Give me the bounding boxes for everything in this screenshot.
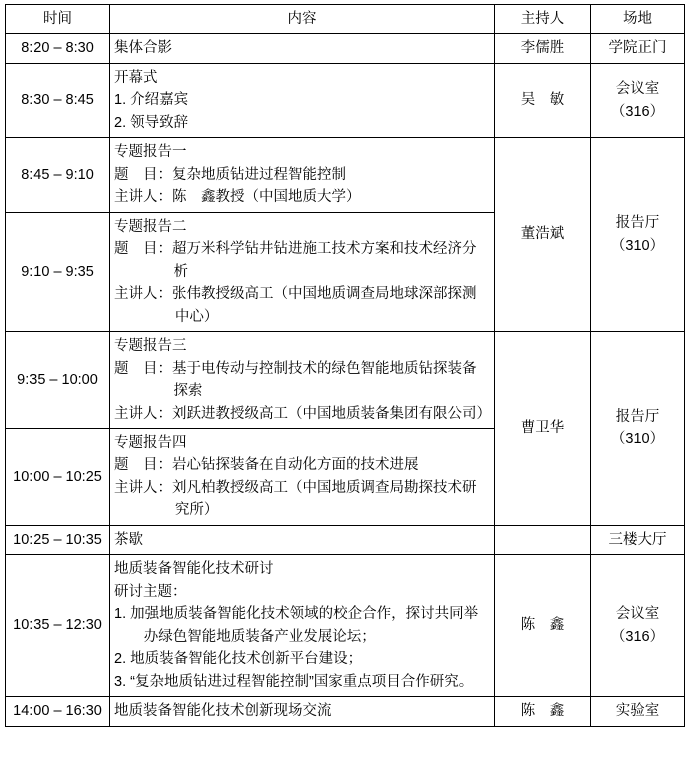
cell-content <box>110 332 495 429</box>
cell-venue <box>591 63 685 137</box>
cell-content <box>110 697 495 726</box>
venue-line: （316） <box>610 103 665 120</box>
cell-time: 10:00 – 10:25 <box>6 428 110 525</box>
content-line: 研讨主题： <box>114 583 187 600</box>
cell-content <box>110 525 495 554</box>
content-line: 题 目：复杂地质钻进过程智能控制 <box>114 166 346 183</box>
column-header-time: 时间 <box>6 5 110 34</box>
cell-time: 8:20 – 8:30 <box>6 34 110 63</box>
content-line: 主讲人：张伟教授级高工（中国地质调查局地球深部探测中心） <box>114 286 477 325</box>
table-row <box>6 697 685 726</box>
cell-host: 吴 敏 <box>495 63 591 137</box>
content-line: 题 目：超万米科学钻井钻进施工技术方案和技术经济分析 <box>114 241 477 280</box>
cell-content <box>110 34 495 63</box>
column-header-content: 内容 <box>110 5 495 34</box>
table-row <box>6 555 685 697</box>
content-line: 专题报告四 <box>114 434 187 451</box>
cell-host: 李儒胜 <box>495 34 591 63</box>
content-line: 主讲人：陈 鑫教授（中国地质大学） <box>114 189 361 206</box>
cell-host: 董浩斌 <box>495 138 591 332</box>
content-line: 题 目：岩心钻探装备在自动化方面的技术进展 <box>114 457 419 474</box>
cell-venue <box>591 555 685 697</box>
cell-time: 9:10 – 9:35 <box>6 212 110 331</box>
content-line: 主讲人：刘凡柏教授级高工（中国地质调查局勘探技术研究所） <box>114 479 477 519</box>
cell-time: 8:45 – 9:10 <box>6 138 110 212</box>
content-line: 地质装备智能化技术创新现场交流 <box>114 703 332 720</box>
cell-venue <box>591 332 685 526</box>
content-line: 集体合影 <box>114 40 172 57</box>
table-row <box>6 63 685 137</box>
table-row <box>6 138 685 212</box>
cell-host: 曹卫华 <box>495 332 591 526</box>
content-line: 2. 地质装备智能化技术创新平台建设； <box>114 651 363 668</box>
table-row <box>6 34 685 63</box>
cell-venue <box>591 697 685 726</box>
cell-content <box>110 212 495 331</box>
cell-content <box>110 428 495 525</box>
venue-line: 报告厅 <box>615 215 660 232</box>
column-header-venue: 场地 <box>591 5 685 34</box>
cell-time: 14:00 – 16:30 <box>6 697 110 726</box>
venue-line: 实验室 <box>615 703 660 720</box>
content-line: 专题报告三 <box>114 338 187 355</box>
venue-line: 会议室 <box>615 81 660 98</box>
cell-time: 8:30 – 8:45 <box>6 63 110 137</box>
cell-content <box>110 63 495 137</box>
cell-content <box>110 138 495 212</box>
content-line: 专题报告一 <box>114 144 187 161</box>
content-line: 3. “复杂地质钻进过程智能控制”国家重点项目合作研究。 <box>114 673 474 690</box>
cell-venue <box>591 34 685 63</box>
venue-line: （310） <box>610 431 665 448</box>
agenda-table <box>5 4 685 727</box>
cell-host: 陈 鑫 <box>495 555 591 697</box>
table-row <box>6 332 685 429</box>
content-line: 茶歇 <box>114 531 143 548</box>
content-line: 2. 领导致辞 <box>114 114 189 131</box>
cell-venue <box>591 138 685 332</box>
content-line: 主讲人：刘跃进教授级高工（中国地质装备集团有限公司） <box>114 405 491 422</box>
venue-line: （310） <box>610 237 665 254</box>
cell-venue <box>591 525 685 554</box>
cell-time: 10:25 – 10:35 <box>6 525 110 554</box>
cell-time: 9:35 – 10:00 <box>6 332 110 429</box>
venue-line: 三楼大厅 <box>608 531 667 548</box>
table-row <box>6 525 685 554</box>
content-line: 地质装备智能化技术研讨 <box>114 561 274 578</box>
venue-line: 会议室 <box>615 606 660 623</box>
cell-time: 10:35 – 12:30 <box>6 555 110 697</box>
content-line: 1. 介绍嘉宾 <box>114 92 189 109</box>
cell-host <box>495 525 591 554</box>
venue-line: 学院正门 <box>608 40 667 57</box>
content-line: 专题报告二 <box>114 218 187 235</box>
venue-line: 报告厅 <box>615 409 660 425</box>
content-line: 1. 加强地质装备智能化技术领域的校企合作，探讨共同举办绿色智能地质装备产业发展论坛； <box>114 606 479 645</box>
cell-content <box>110 555 495 697</box>
content-line: 题 目：基于电传动与控制技术的绿色智能地质钻探装备探索 <box>114 360 477 400</box>
column-header-host: 主持人 <box>495 5 591 34</box>
table-header-row <box>6 5 685 34</box>
content-line: 开幕式 <box>114 69 158 86</box>
cell-host: 陈 鑫 <box>495 697 591 726</box>
venue-line: （316） <box>610 628 665 645</box>
